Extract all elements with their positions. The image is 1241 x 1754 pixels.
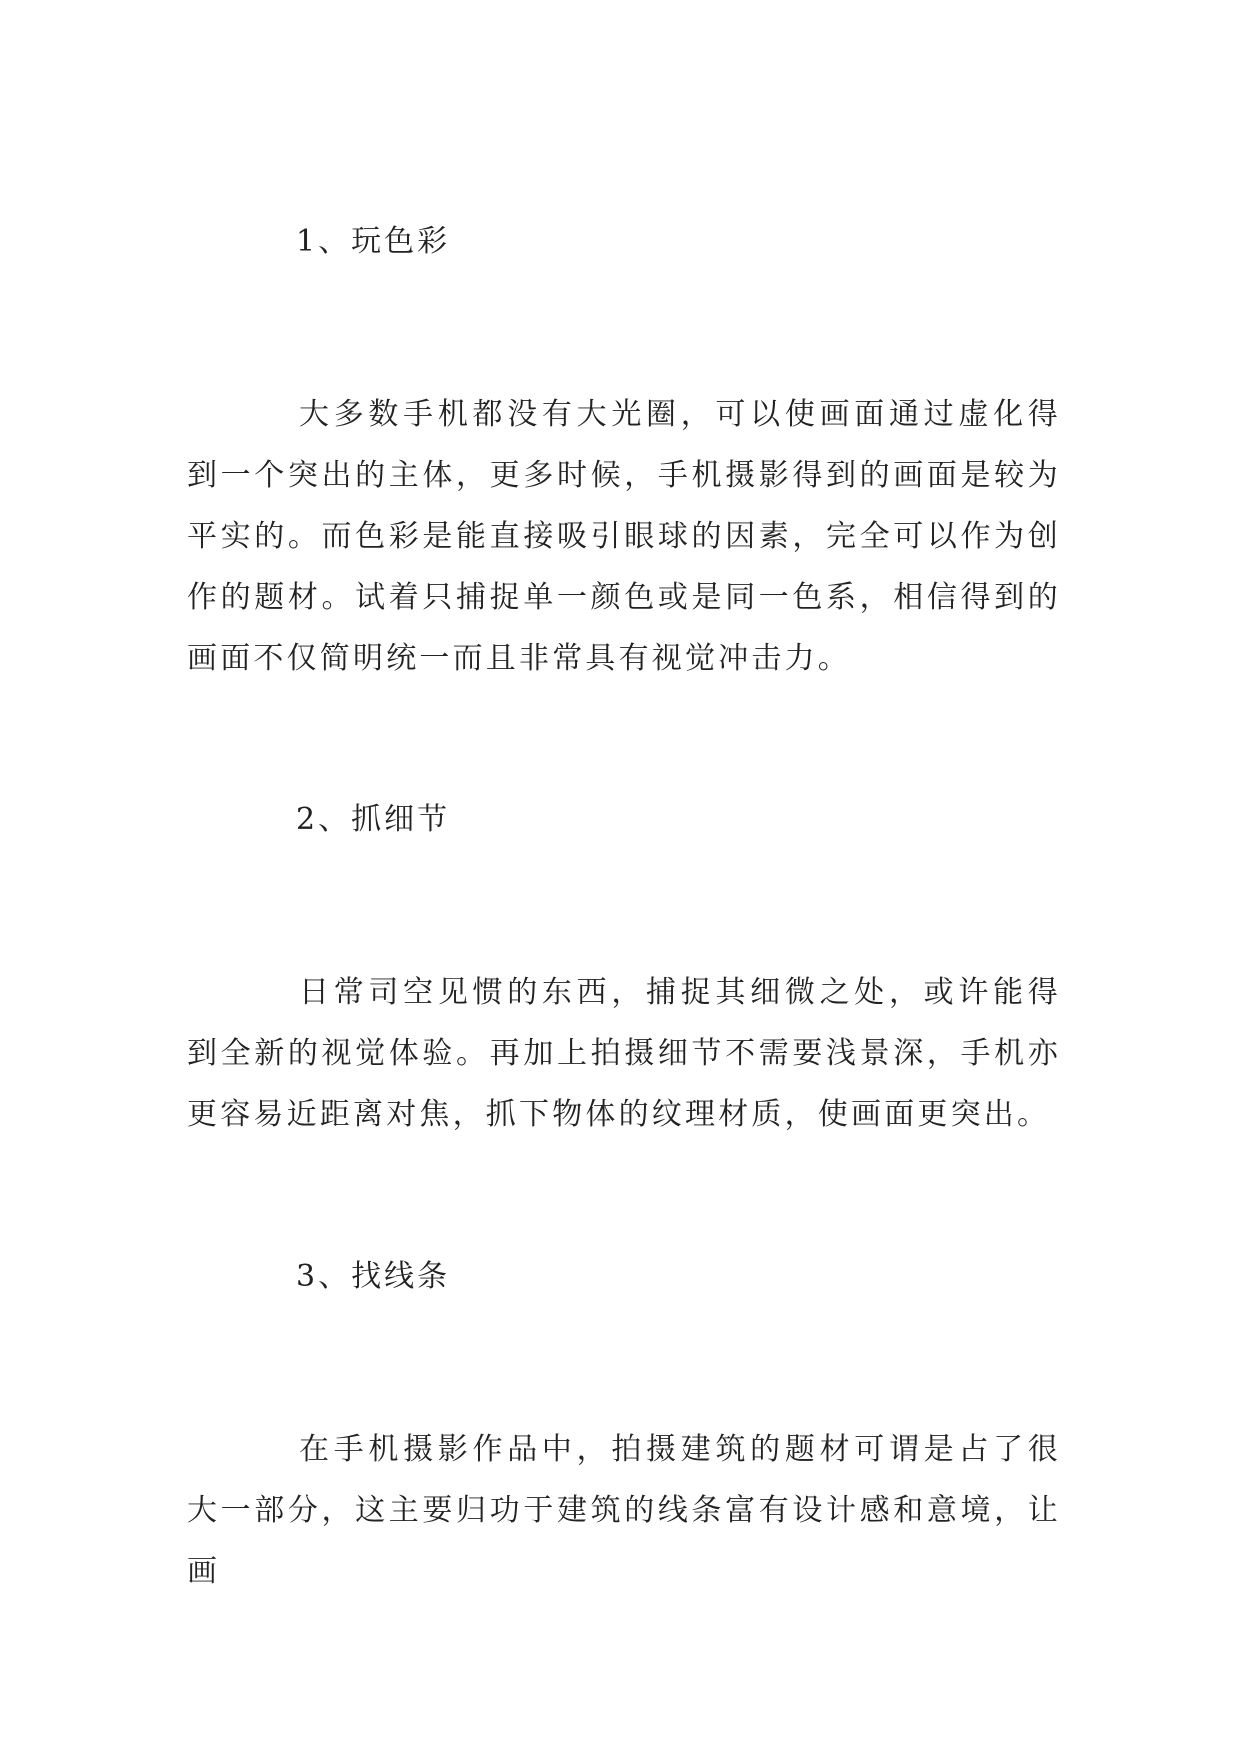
section-heading-color: 1、玩色彩 <box>296 224 451 259</box>
section-paragraph-detail: 日常司空见惯的东西，捕捉其细微之处，或许能得到全新的视觉体验。再加上拍摄细节不需要浅景深，手机亦更容易近距离对焦，抓下物体的纹理材质，使画面更突出。 <box>187 975 1061 1132</box>
section-paragraph-color: 大多数手机都没有大光圈，可以使画面通过虚化得到一个突出的主体，更多时候，手机摄影得到的画面是较为平实的。而色彩是能直接吸引眼球的因素，完全可以作为创作的题材。试着只捕捉单一颜色或是同一色系，相信得到的画面不仅简明统一而且非常具有视觉冲击力。 <box>187 397 1061 676</box>
section-heading-lines: 3、找线条 <box>296 1259 451 1294</box>
section-heading-detail: 2、抓细节 <box>296 802 451 837</box>
section-paragraph-lines: 在手机摄影作品中，拍摄建筑的题材可谓是占了很大一部分，这主要归功于建筑的线条富有设计感和意境，让画 <box>187 1432 1061 1589</box>
